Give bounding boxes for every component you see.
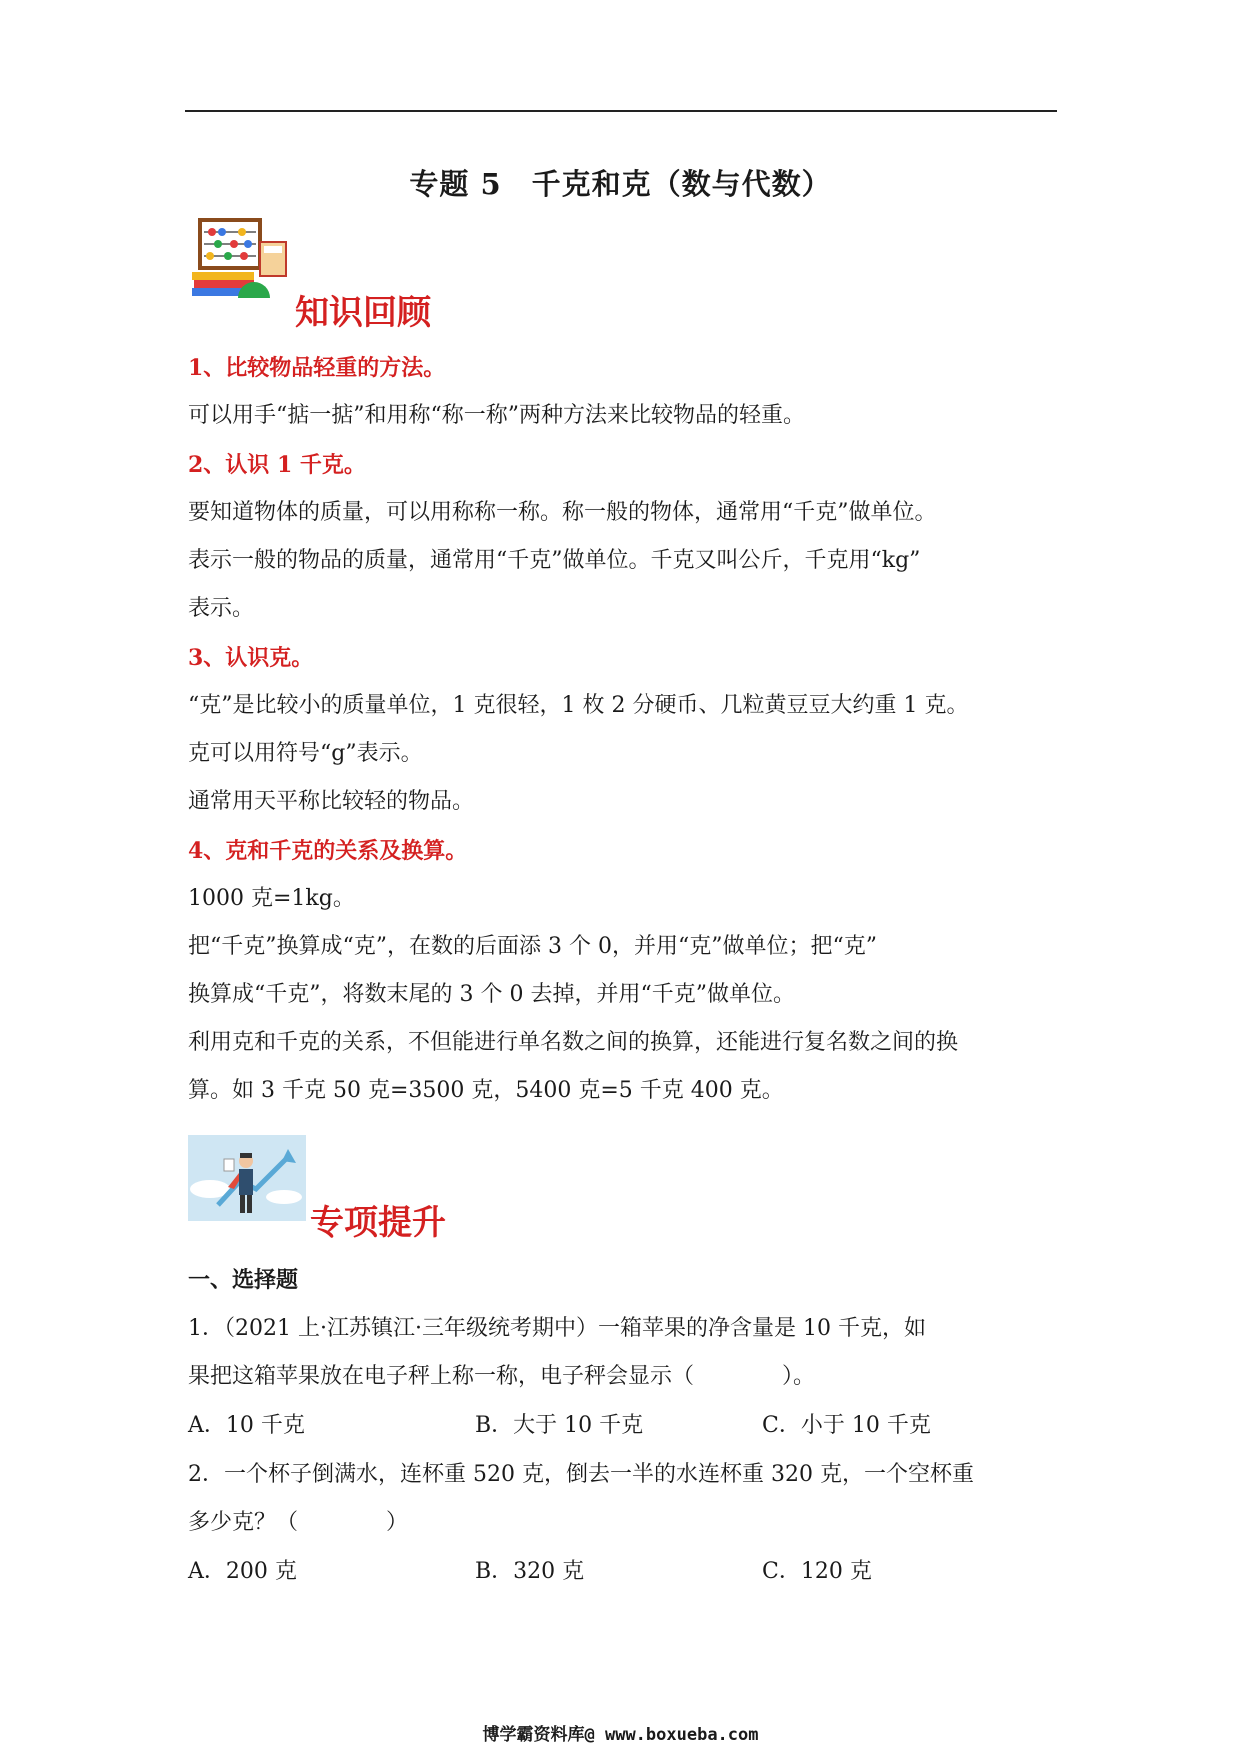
- section-title-review: 知识回顾: [295, 293, 431, 333]
- page-title: 专题 5 千克和克（数与代数）: [409, 167, 832, 201]
- question-2-option-a: A．200 克: [188, 1559, 297, 1584]
- review-text-3a: “克”是比较小的质量单位，1 克很轻，1 枚 2 分硬币、几粒黄豆豆大约重 1 克。: [188, 693, 969, 718]
- review-heading-3: 3、认识克。: [188, 645, 314, 671]
- review-text-2c: 表示。: [188, 596, 255, 621]
- question-2-line-2: 多少克？（ ）: [188, 1510, 409, 1535]
- review-text-4a: 1000 克=1kg。: [188, 886, 355, 911]
- question-1-option-c: C．小于 10 千克: [762, 1413, 931, 1438]
- review-text-3b: 克可以用符号“g”表示。: [188, 741, 423, 766]
- footer-watermark: 博学霸资料库@ www.boxueba.com: [482, 1725, 759, 1745]
- review-heading-4: 4、克和千克的关系及换算。: [188, 838, 468, 864]
- review-text-4c: 换算成“千克”，将数末尾的 3 个 0 去掉，并用“千克”做单位。: [188, 982, 795, 1007]
- question-1-line-1: 1．（2021 上·江苏镇江·三年级统考期中）一箱苹果的净含量是 10 千克，如: [188, 1316, 926, 1341]
- review-text-4e: 算。如 3 千克 50 克=3500 克，5400 克=5 千克 400 克。: [188, 1078, 784, 1103]
- question-2-option-c: C．120 克: [762, 1559, 872, 1584]
- review-text-3c: 通常用天平称比较轻的物品。: [188, 789, 475, 814]
- review-text-2b: 表示一般的物品的质量，通常用“千克”做单位。千克又叫公斤，千克用“kg”: [188, 548, 921, 573]
- growth-person-icon: [188, 1135, 306, 1221]
- question-1-option-a: A．10 千克: [188, 1413, 305, 1438]
- review-heading-2: 2、认识 1 千克。: [188, 452, 366, 478]
- section-title-practice: 专项提升: [310, 1203, 446, 1243]
- review-text-2a: 要知道物体的质量，可以用称称一称。称一般的物体，通常用“千克”做单位。: [188, 500, 937, 525]
- question-2-line-1: 2．一个杯子倒满水，连杯重 520 克，倒去一半的水连杯重 320 克，一个空杯重: [188, 1462, 974, 1487]
- part-title-choice: 一、选择题: [188, 1267, 299, 1293]
- question-1-line-2: 果把这箱苹果放在电子秤上称一称，电子秤会显示（ ）。: [188, 1364, 816, 1389]
- review-text-4b: 把“千克”换算成“克”，在数的后面添 3 个 0，并用“克”做单位；把“克”: [188, 934, 877, 959]
- review-heading-1: 1、比较物品轻重的方法。: [188, 355, 446, 381]
- question-1-option-b: B．大于 10 千克: [475, 1413, 644, 1438]
- abacus-books-icon: [190, 212, 290, 302]
- review-text-1: 可以用手“掂一掂”和用称“称一称”两种方法来比较物品的轻重。: [188, 403, 805, 428]
- review-text-4d: 利用克和千克的关系，不但能进行单名数之间的换算，还能进行复名数之间的换: [188, 1030, 959, 1055]
- header-rule: [185, 110, 1057, 112]
- question-2-option-b: B．320 克: [475, 1559, 585, 1584]
